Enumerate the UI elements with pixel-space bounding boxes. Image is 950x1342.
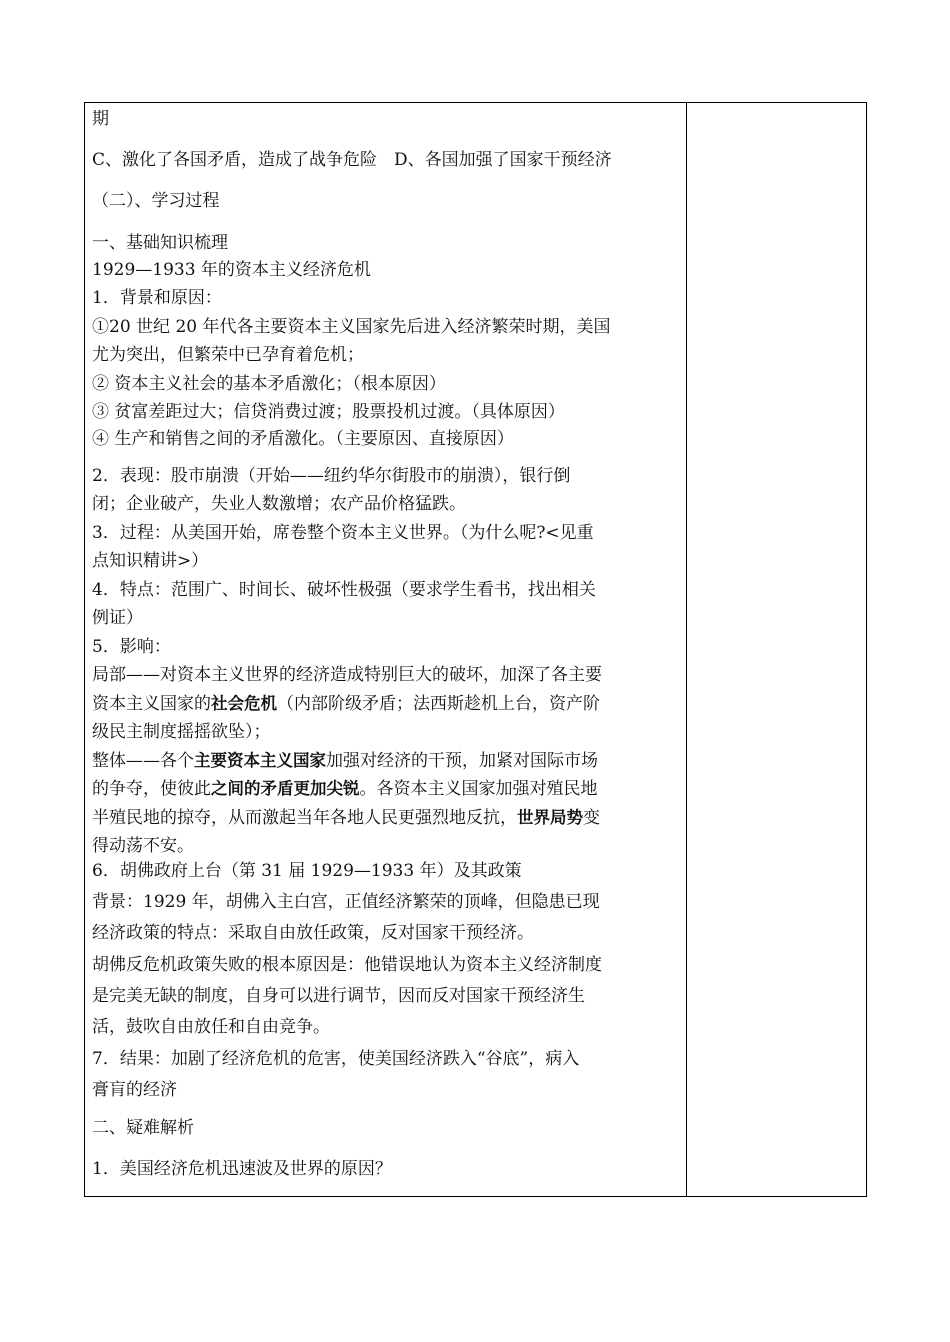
column-divider (686, 103, 687, 1196)
bold-term: 主要资本主义国家 (194, 751, 326, 770)
topic-title: 1929—1933 年的资本主义经济危机 (92, 260, 371, 280)
text-line: 6．胡佛政府上台（第 31 届 1929—1933 年）及其政策 (92, 861, 522, 881)
text-line (92, 693, 600, 715)
text-run: （内部阶级矛盾；法西斯趁机上台，资产阶 (277, 694, 600, 714)
subsection-heading: 一、基础知识梳理 (92, 233, 228, 253)
text-line: 例证） (92, 608, 143, 628)
text-line: 膏肓的经济 (92, 1080, 177, 1100)
text-line: 期 (92, 109, 109, 129)
text-line: 尤为突出，但繁荣中已孕育着危机； (92, 345, 364, 365)
text-line (92, 778, 598, 800)
text-line: 活，鼓吹自由放任和自由竞争。 (92, 1017, 330, 1037)
text-run: 资本主义国家的 (92, 694, 211, 714)
bold-term: 世界局势 (517, 808, 583, 827)
text-line: 局部——对资本主义世界的经济造成特别巨大的破坏，加深了各主要 (92, 665, 602, 685)
question-line: 1．美国经济危机迅速波及世界的原因？ (92, 1159, 392, 1179)
text-line: 1．背景和原因： (92, 288, 222, 308)
text-line: 背景：1929 年，胡佛入主白宫，正值经济繁荣的顶峰，但隐患已现 (92, 892, 600, 912)
text-line: ④ 生产和销售之间的矛盾激化。（主要原因、直接原因） (92, 429, 514, 449)
text-line: ③ 贫富差距过大；信贷消费过渡；股票投机过渡。（具体原因） (92, 402, 565, 422)
text-line: 胡佛反危机政策失败的根本原因是：他错误地认为资本主义经济制度 (92, 955, 602, 975)
text-line: ② 资本主义社会的基本矛盾激化；（根本原因） (92, 374, 446, 394)
subsection-heading: 二、疑难解析 (92, 1118, 194, 1138)
text-line: 7．结果：加剧了经济危机的危害，使美国经济跌入“谷底”，病入 (92, 1049, 580, 1069)
text-run: 变 (583, 808, 600, 828)
bold-term: 社会危机 (211, 694, 277, 713)
text-run: 整体——各个 (92, 751, 194, 771)
bold-term: 之间的矛盾更加尖锐 (211, 779, 360, 798)
text-run: 加强对经济的干预，加紧对国际市场 (326, 751, 598, 771)
text-line (92, 807, 600, 829)
document-table (84, 102, 867, 1197)
section-heading: （二）、学习过程 (92, 191, 220, 211)
text-run: 半殖民地的掠夺，从而激起当年各地人民更强烈地反抗， (92, 808, 517, 828)
text-line: 闭；企业破产，失业人数激增；农产品价格猛跌。 (92, 494, 466, 514)
text-line: 是完美无缺的制度，自身可以进行调节，因而反对国家干预经济生 (92, 986, 585, 1006)
option-c-d-line: C、激化了各国矛盾，造成了战争危险 D、各国加强了国家干预经济 (92, 150, 612, 170)
text-line (92, 750, 598, 772)
text-run: 。各资本主义国家加强对殖民地 (359, 779, 598, 799)
text-line: 级民主制度摇摇欲坠）； (92, 722, 271, 742)
text-line: 5．影响： (92, 637, 171, 657)
text-line: 2．表现：股市崩溃（开始——纽约华尔街股市的崩溃），银行倒 (92, 466, 571, 486)
text-line: 3．过程：从美国开始，席卷整个资本主义世界。（为什么呢?<见重 (92, 523, 594, 543)
text-line: 4．特点：范围广、时间长、破坏性极强（要求学生看书，找出相关 (92, 580, 596, 600)
text-line: 经济政策的特点：采取自由放任政策，反对国家干预经济。 (92, 923, 534, 943)
text-run: 的争夺，使彼此 (92, 779, 211, 799)
text-line: 点知识精讲>） (92, 551, 209, 571)
text-line: ①20 世纪 20 年代各主要资本主义国家先后进入经济繁荣时期，美国 (92, 317, 611, 337)
text-line: 得动荡不安。 (92, 836, 194, 856)
